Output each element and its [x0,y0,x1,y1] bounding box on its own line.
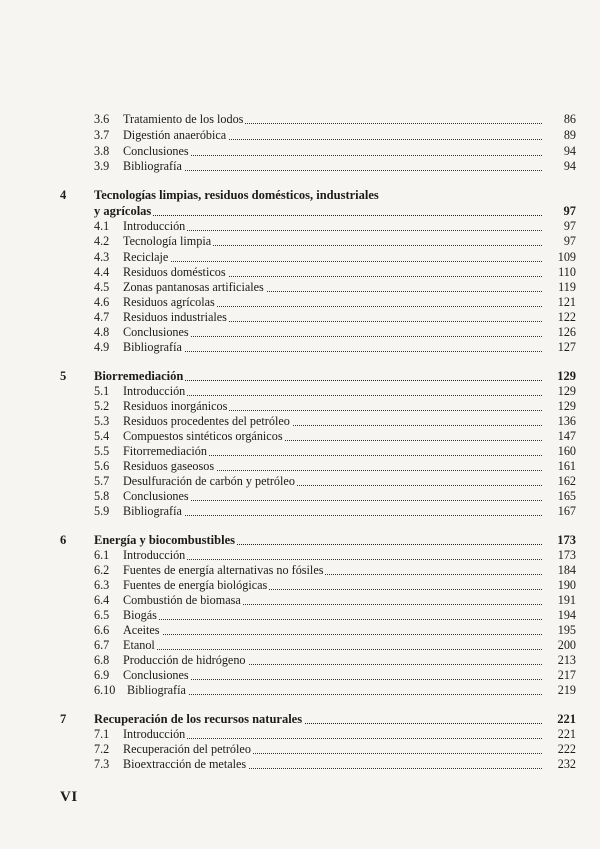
entry-page: 136 [557,414,576,428]
entry-title: Conclusiones [123,325,189,339]
entry-page: 222 [557,742,576,756]
chapter-page: 173 [557,533,576,547]
entry-number: 5.7 [94,474,110,488]
entry-title: Residuos agrícolas [123,295,215,309]
entry-number: 4.9 [94,340,110,354]
entry-page: 162 [557,474,576,488]
toc-entry[interactable] [94,218,576,234]
entry-title: Residuos gaseosos [123,459,215,473]
entry-page: 160 [557,444,576,458]
entry-number: 3.6 [94,112,110,126]
entry-number: 6.7 [94,638,110,652]
entry-page: 213 [557,653,576,667]
toc-entry[interactable] [94,682,576,698]
toc-entry[interactable] [94,279,576,295]
entry-number: 4.8 [94,325,110,339]
entry-page: 184 [557,563,576,577]
toc-entry[interactable] [94,577,576,593]
chapter-heading-line1 [94,187,576,203]
entry-title: Bibliografía [123,340,182,354]
entry-page: 94 [563,159,576,173]
chapter-heading[interactable] [94,203,576,219]
toc-entry[interactable] [94,294,576,310]
toc-entry[interactable] [94,652,576,668]
toc-entry[interactable] [94,607,576,623]
entry-title: Fuentes de energía alternativas no fósiles [123,563,324,577]
entry-title: Residuos domésticos [123,265,226,279]
entry-page: 147 [557,429,576,443]
entry-title: Recuperación del petróleo [123,742,251,756]
entry-number: 6.2 [94,563,110,577]
entry-number: 4.7 [94,310,110,324]
entry-page: 109 [557,250,576,264]
entry-page: 167 [557,504,576,518]
entry-number: 6.8 [94,653,110,667]
entry-title: Biogás [123,608,157,622]
toc-entry[interactable] [94,622,576,638]
leader-dots [123,351,542,352]
toc-entry[interactable] [94,443,576,459]
entry-title: Introducción [123,727,186,741]
entry-title: Residuos inorgánicos [123,399,228,413]
toc-entry[interactable] [94,726,576,742]
entry-title: Bioextracción de metales [123,757,247,771]
leader-dots [123,634,542,635]
entry-number: 5.5 [94,444,110,458]
chapter-title: y agrícolas [94,204,152,218]
toc-entry[interactable] [94,741,576,757]
toc-entry[interactable] [94,339,576,355]
entry-number: 5.3 [94,414,110,428]
toc-entry[interactable] [94,756,576,772]
entry-page: 126 [557,325,576,339]
chapter-number: 4 [60,188,67,202]
chapter-page: 129 [557,369,576,383]
chapter-heading[interactable] [94,532,576,548]
toc-entry[interactable] [94,547,576,563]
toc-entry[interactable] [94,383,576,399]
entry-title: Aceites [123,623,160,637]
toc-entry[interactable] [94,592,576,608]
entry-number: 5.1 [94,384,110,398]
entry-page: 86 [563,112,576,126]
entry-page: 129 [557,384,576,398]
entry-page: 194 [557,608,576,622]
chapter-number: 6 [60,533,67,547]
entry-page: 89 [563,128,576,142]
entry-number: 3.9 [94,159,110,173]
leader-dots [94,215,542,216]
entry-number: 4.4 [94,265,110,279]
toc-entry[interactable] [94,473,576,489]
toc-entry[interactable] [94,143,576,159]
entry-title: Producción de hidrógeno [123,653,246,667]
entry-number: 6.6 [94,623,110,637]
entry-number: 3.8 [94,144,110,158]
entry-number: 5.9 [94,504,110,518]
entry-number: 7.2 [94,742,110,756]
entry-number: 4.1 [94,219,110,233]
entry-title: Introducción [123,219,186,233]
entry-page: 190 [557,578,576,592]
entry-title: Introducción [123,548,186,562]
entry-page: 122 [557,310,576,324]
chapter-title-line1: Tecnologías limpias, residuos domésticos, industriales [94,188,379,202]
chapter-number: 5 [60,369,67,383]
toc-entry[interactable] [94,324,576,340]
chapter-heading[interactable] [94,368,576,384]
entry-page: 110 [558,265,576,279]
toc-entry[interactable] [94,264,576,280]
entry-title: Desulfuración de carbón y petróleo [123,474,295,488]
entry-page: 221 [557,727,576,741]
entry-title: Tratamiento de los lodos [123,112,244,126]
toc-entry[interactable] [94,111,576,127]
entry-title: Introducción [123,384,186,398]
entry-page: 173 [557,548,576,562]
toc-entry[interactable] [94,503,576,519]
chapter-title: Recuperación de los recursos naturales [94,712,303,726]
entry-page: 127 [557,340,576,354]
entry-title: Bibliografía [123,159,182,173]
entry-page: 161 [557,459,576,473]
leader-dots [123,261,542,262]
toc-entry[interactable] [94,158,576,174]
entry-title: Conclusiones [123,489,189,503]
entry-title: Digestión anaeróbica [123,128,227,142]
entry-number: 6.10 [94,683,116,697]
entry-title: Reciclaje [123,250,169,264]
toc-entry[interactable] [94,562,576,578]
chapter-title: Biorremediación [94,369,184,383]
entry-title: Bibliografía [127,683,186,697]
chapter-title: Energía y biocombustibles [94,533,235,547]
toc-entry[interactable] [94,398,576,414]
entry-number: 6.3 [94,578,110,592]
entry-page: 191 [557,593,576,607]
chapter-page: 221 [557,712,576,726]
entry-page: 129 [557,399,576,413]
entry-number: 6.1 [94,548,110,562]
chapter-page: 97 [563,204,576,218]
page-number: VI [60,789,78,805]
leader-dots [127,694,542,695]
entry-number: 6.4 [94,593,110,607]
toc-entry[interactable] [94,233,576,249]
entry-number: 5.2 [94,399,110,413]
toc-entry[interactable] [94,309,576,325]
toc-entry[interactable] [94,249,576,265]
entry-title: Zonas pantanosas artificiales [123,280,264,294]
entry-title: Residuos industriales [123,310,227,324]
entry-page: 217 [557,668,576,682]
entry-page: 121 [557,295,576,309]
chapter-heading[interactable] [94,711,576,727]
entry-page: 94 [563,144,576,158]
toc-entry[interactable] [94,667,576,683]
entry-page: 219 [557,683,576,697]
entry-number: 4.3 [94,250,110,264]
entry-page: 119 [558,280,576,294]
toc-entry[interactable] [94,127,576,143]
entry-page: 232 [557,757,576,771]
entry-title: Fitorremediación [123,444,207,458]
entry-title: Residuos procedentes del petróleo [123,414,290,428]
entry-page: 165 [557,489,576,503]
entry-number: 5.4 [94,429,110,443]
entry-number: 7.1 [94,727,110,741]
toc-entry[interactable] [94,488,576,504]
toc-entry[interactable] [94,413,576,429]
entry-number: 5.6 [94,459,110,473]
entry-page: 195 [557,623,576,637]
entry-number: 7.3 [94,757,110,771]
leader-dots [123,619,542,620]
entry-number: 3.7 [94,128,110,142]
leader-dots [123,649,542,650]
entry-page: 97 [563,219,576,233]
entry-title: Fuentes de energía biológicas [123,578,268,592]
entry-title: Conclusiones [123,668,189,682]
entry-number: 4.6 [94,295,110,309]
entry-title: Compuestos sintéticos orgánicos [123,429,283,443]
entry-title: Combustión de biomasa [123,593,241,607]
chapter-number: 7 [60,712,67,726]
entry-number: 6.9 [94,668,110,682]
entry-number: 6.5 [94,608,110,622]
toc-entry[interactable] [94,637,576,653]
entry-title: Bibliografía [123,504,182,518]
entry-number: 4.5 [94,280,110,294]
entry-number: 4.2 [94,234,110,248]
leader-dots [123,515,542,516]
entry-page: 97 [563,234,576,248]
entry-number: 5.8 [94,489,110,503]
entry-title: Conclusiones [123,144,189,158]
entry-page: 200 [557,638,576,652]
toc-entry[interactable] [94,458,576,474]
entry-title: Tecnología limpia [123,234,212,248]
entry-title: Etanol [123,638,155,652]
leader-dots [123,170,542,171]
toc-entry[interactable] [94,428,576,444]
